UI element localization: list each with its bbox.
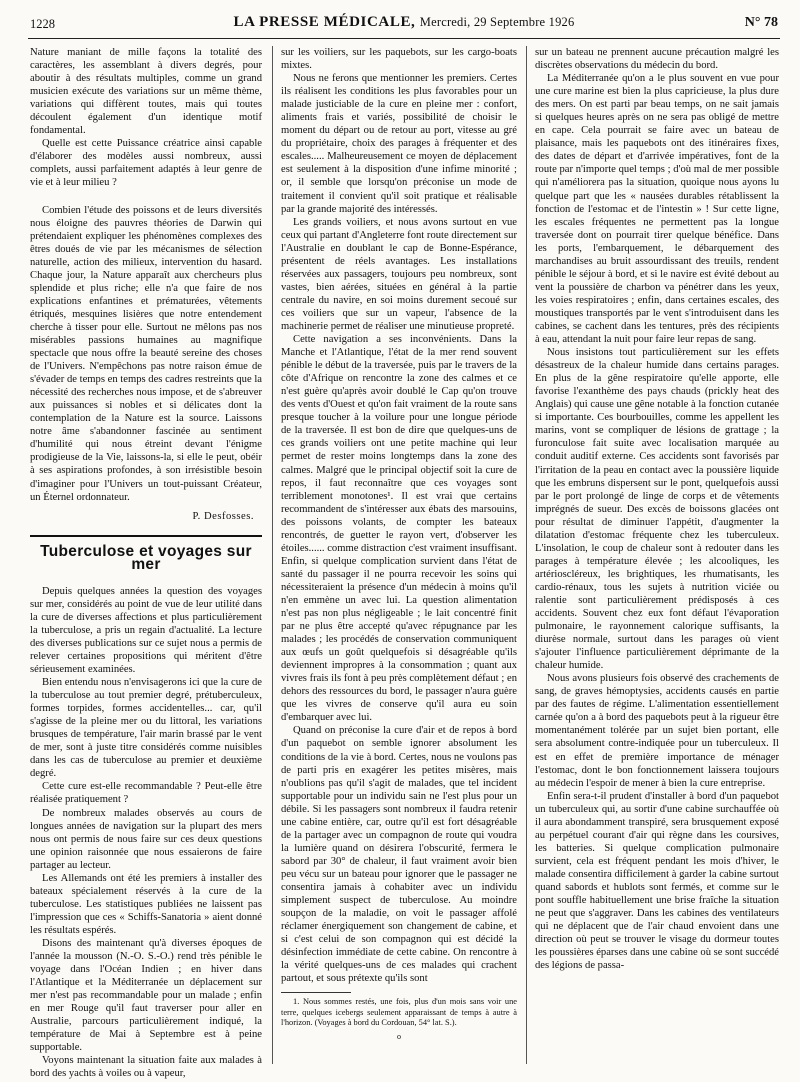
paragraph: Enfin sera-t-il prudent d'installer à bord d'un paquebot un tuberculeux qui, au sortir d'une cabine surchauffée où il aura abondamment transpiré, sera brusquement exposé au perpétuel courant d'air qui règne dans les coursives, les batteries. Si quelque complication pulmonaire survient, cela est fréquent pendant les mois d'hiver, le malade consentira difficilement à garder la cabine surtout quand sabords et hublots sont fermés, et comme sur le pont souffle habituellement une brise fraîche la situation ne peut que s'aggraver. Dans les cabines des ventilateurs qui ne déplacent que de l'air chaud envoient dans une direction où peut se trouver le visage du dormeur toutes les poussières éparses dans une cabine où se sont succédé des légions de passa- — [535, 790, 779, 972]
footnote: 1. Nous sommes restés, une fois, plus d'un mois sans voir une terre, quelques icebergs seulement apparaissant de temps à autre à l'horizon. (Voyages à bord du Cordouan, 54° lat. S.). — [281, 997, 517, 1027]
paragraph: Cette cure est-elle recommandable ? Peut-elle être réalisée pratiquement ? — [30, 781, 262, 806]
paragraph: Les Allemands ont été les premiers à installer des bateaux spécialement réservés à la cure de la tuberculose. Les statistiques publiées ne laissent pas l'impression que ces « Schiffs-Sanatoria » aient donné les résultats espérés. — [30, 872, 262, 936]
column-left — [30, 46, 262, 1080]
author-signature: P. Desfosses. — [192, 510, 254, 522]
column-divider — [526, 46, 527, 1064]
paragraph: Cette navigation a ses inconvénients. Dans la Manche et l'Atlantique, l'état de la mer rend souvent pénible le début de la traversée, puis par le travers de la côte d'Afrique on rencontre la zone des calmes et ce n'est guère qu'après avoir doublé le Cap qu'on trouve des vents d'Ouest et qu'on fait vraiment de la route sans presque toucher à la voilure pour une longue période de la traversée. Il est bon de dire que quelques-uns de ces grands voiliers ont une petite machine qui leur permet de rester moins longtemps dans la zone des calmes. Malgré que le principal objectif soit la cure de repos, il faut reconnaître que ces voyages sont terriblement monotones¹. Il est vrai que certains recommandent de s'intéresser aux ébats des marsouins, des poissons volants, de compter les bateaux rencontrés, de guetter le rayon vert, d'observer les étoiles...... comme distraction c'est vraiment insuffisant. Enfin, si quelque complication survient dans l'état de santé du passager il ne pourra recevoir les soins qui nécessiteraient la présence d'un médecin à moins qu'il n'en emmène un avec lui. La question alimentation n'est pas non plus négligeable ; le lait concentré finit par ne plus être accepté qu'avec répugnance par les malades ; les procédés de conservation communiquent aux œufs un goût quelquefois si désagréable qu'ils deviennent impropres à la consommation ; quant aux vivres frais ils font à peu près complètement défaut ; en dehors des ressources du bord, le passager n'aura guère que les vivres de conserve qu'il aura eu soin d'embarquer avec lui. — [281, 334, 517, 724]
paragraph: Nous ne ferons que mentionner les premiers. Certes ils réalisent les conditions les plus favorables pour un malade justiciable de la cure en pleine mer : confort, aliments frais et variés, possibilité de choisir le moment du départ ou de retour au port, vitesse au gré du propriétaire, choix des parages à fréquenter et des escales..... Malheureusement ce moyen de déplacement est seulement à la disposition d'une infime minorité ; or, il semble que lorsqu'on préconise un mode de traitement il convient qu'il soit pratique et réalisable par la grande majorité des intéressés. — [281, 73, 517, 215]
paragraph: Bien entendu nous n'envisagerons ici que la cure de la tuberculose au tout premier degré, prétuberculeux, formes torpides, formes accidentelles... car, qu'il s'agisse de la pleine mer ou du littoral, les variations brusques de température, l'air marin brassé par le vent de mer, sont à juste titre considérés comme nuisibles dans les cas de tuberculose au premier et deuxième degré. — [30, 677, 262, 780]
footnote-rule — [281, 992, 351, 993]
printer-mark: o — [397, 1031, 401, 1041]
issue-date: Mercredi, 29 Septembre 1926 — [419, 15, 575, 29]
issue-number: N° 78 — [744, 15, 778, 30]
column-middle — [281, 46, 517, 1064]
paragraph: Depuis quelques années la question des voyages sur mer, considérés au point de vue de leur utilité dans la cure de diverses affections et plus particulièrement la tuberculose, a pris un regain d'actualité. La lecture des diverses publications sur ce sujet nous a permis de relever certaines propositions qui méritent d'être sérieusement examinées. — [30, 585, 262, 676]
column-right — [535, 46, 779, 1064]
paragraph: Combien l'étude des poissons et de leurs diversités nous éloigne des pauvres théories de Darwin qui prétendaient expliquer les phénomènes complexes des êtres doués de vie par les mécanismes de sélection naturelle, action des milieux, intervention du hasard. Chaque jour, la Nature apparaît aux chercheurs plus splendide et plus riche; elle n'a que faire de nos explications enfantines et prématurées, vêtements étriqués, mesquines lisières que notre entendement cherche à tisser pour elle. Surtout ne mêlons pas nos misérables passions humaines au magnifique spectacle que nous offre la beauté sereine des choses de l'Univers. N'empêchons pas notre raison émue de s'évader de temps en temps des cadres restreints que la nécessité des recherches nous impose, et de s'abreuver aux puissances si nobles et si délicates dont la contemplation de la Nature est la source. Laissons notre âme s'abandonner fascinée au sentiment d'humilité qui nous étreint devant l'énigme prodigieuse de la Vie, laissons-la, si elle le peut, obéir à ses aspirations profondes, à son irrésistible besoin d'imaginer pour l'Univers un tout-puissant Créateur, un Éternel ordonnateur. — [30, 204, 262, 503]
paragraph: Disons des maintenant qu'à diverses époques de l'année la mousson (N.-O. S.-O.) rend très pénible le voyage dans l'Océan Indien ; en hiver dans l'Atlantique et la Méditerranée un déplacement sur mer n'est pas recommandable pour un malade ; enfin en mer Rouge qu'il faut traverser pour aller en Australie, parcours particulièrement indiqué, la température de Mai à Septembre est à peine supportable. — [30, 938, 262, 1054]
column-divider — [272, 46, 273, 1064]
running-head — [30, 14, 778, 31]
paragraph: Les grands voiliers, et nous avons surtout en vue ceux qui partant d'Angleterre font route directement sur l'Australie en doublant le cap de Bonne-Espérance, présentent de réels avantages. Les installations réservées aux passagers, toujours peu nombreux, sont vastes, bien aérées, situées en général à la partie centrale du navire, en soi moins durement secoué sur ces voiliers que sur un vapeur, l'absence de la machinerie permet de réaliser une minutieuse propreté. — [281, 216, 517, 332]
paragraph: sur les voiliers, sur les paquebots, sur les cargo-boats mixtes. — [281, 47, 517, 72]
paragraph: Quand on préconise la cure d'air et de repos à bord d'un paquebot on semble ignorer absolument les conditions de la vie à bord. Certes, nous ne voulons pas de parti pris en exagérer les petites misères, mais n'oublions pas qu'il s'agit de malades, que tel incident supportable pour un individu sain ne l'est plus pour un débile. Si les passagers sont nombreux il faudra retenir une cabine entière, car, outre qu'il est fort désagréable de la partager avec un compagnon de route qui voudra la lumière quand on désirera l'obscurité, fermera le sabord par 30° de chaleur, il faut vraiment avoir bien peu vécu sur un bateau pour ignorer que le passager ne consentira jamais à cohabiter avec un individu simplement suspect de tuberculose. Au moindre soupçon de la maladie, on voit le passager affolé réclamer énergiquement son changement de cabine, et si c'est celui de son compagnon qui est décidé la désinfection immédiate de cette cabine. On rencontre à la vérité quelques-uns de ces malades qui crachent partout, et sous prétexte qu'ils sont — [281, 725, 517, 985]
paragraph: sur un bateau ne prennent aucune précaution malgré les discrètes observations du médecin du bord. — [535, 47, 779, 72]
page-number: 1228 — [30, 17, 55, 31]
paragraph: De nombreux malades observés au cours de longues années de navigation sur la plupart des mers nous ont permis de nous faire sur ces deux questions une opinion raisonnée que nous essaierons de faire partager au lecteur. — [30, 807, 262, 871]
article-title: Tuberculose et voyages sur mer — [40, 542, 252, 573]
header-rule — [28, 38, 780, 39]
paragraph: Voyons maintenant la situation faite aux malades à bord des yachts à voiles ou à vapeur, — [30, 1055, 262, 1080]
paragraph: Quelle est cette Puissance créatrice ainsi capable d'élaborer des modèles aussi nombreux, aussi complets, aussi parfaitement adaptés à leur genre de vie et à leur milieu ? — [30, 138, 262, 189]
article-separator — [30, 535, 262, 537]
paragraph: Nature maniant de mille façons la totalité des caractères, les assemblant à divers degrés, pour aboutir à des résultats multiples, comme un grand musicien exécute des variations sur un même thème, variations qui diffèrent toutes, mais qui toutes découlent également d'un identique motif fondamental. — [30, 47, 262, 137]
journal-name: LA PRESSE MÉDICALE, — [233, 14, 416, 30]
page-header — [30, 14, 778, 34]
paragraph: Nous insistons tout particulièrement sur les effets désastreux de la chaleur humide dans certains parages. En plus de la gêne respiratoire qu'elle apporte, elle favorise l'exanthème des pays chauds (prickly heat des Anglais) qui cause une gêne notable à la fonction cutanée si importante. Ces bourbouilles, comme les appellent les marins, vont se compliquer de lésions de grattage ; la furonculose fait suite avec localisation marquée au conduit auditif externe. Ces accidents sont favorisés par l'irritation de la peau en contact avec la poussière liquide que les embruns dispersent sur le pont, quelquefois aussi par le port prolongé de linge de corps et de vêtements imprégnés de sueur. Des excès de boissons glacées ont pour résultat de diminuer l'appétit, d'augmenter la dilatation d'estomac fréquente chez les tuberculeux. L'insolation, le coup de chaleur sont à redouter dans les parages à température élevée ; les alcooliques, les artérioscléreux, les brightiques, les rhumatisants, les cardio-rénaux, tous les sujets à nutrition viciée ou ralentie sont particulièrement prédisposés à ces accidents. Souvent chez eux font défaut l'évaporation pulmonaire, le rayonnement calorique suffisants, la diurèse normale, surtout dans les parages où vient s'ajouter l'influence particulièrement déprimante de la chaleur humide. — [535, 347, 779, 672]
paragraph: Nous avons plusieurs fois observé des crachements de sang, de graves hémoptysies, accidents causés en partie par des fautes de régime. L'alimentation essentiellement carnée qu'on a à bord des paquebots peut à la rigueur être momentanément tolérée par un sujet bien portant, elle sera absolument contre-indiquée pour un tuberculeux. Il est en effet de première importance de ménager l'estomac, dont le bon fonctionnement laissera toujours au médecin l'espoir de mener à bien la cure entreprise. — [535, 673, 779, 789]
paragraph: La Méditerranée qu'on a le plus souvent en vue pour une cure marine est bien la plus capricieuse, la plus dure des mers. On est parti par beau temps, on ne sait jamais si quelques heures après on ne sera pas obligé de mettre en cape. Cela pourrait se faire avec un bateau de plaisance, mais les paquebots ont des itinéraires fixes, des dates de départ et d'arrivée impératives, font de la route par n'importe quel temps ; d'où mal de mer possible qui n'améliorera pas la situation, quoique nous ayons lu quelque part que les « nausées durables rétablissent la fonction de l'estomac et de l'intestin » ! Sur cette ligne, les escales fréquentes ne permettent pas la longue traversée dont on pourrait tirer quelque bénéfice. Dans les ports, l'embarquement, le débarquement des marchandises au bruit assourdissant des treuils, rendent pénible le séjour à bord, et si le navire est évité debout au vent la poussière de charbon va pénétrer dans les yeux, les voies respiratoires ; enfin, dans certaines escales, des moustiques transportés par le vent s'introduisent dans les cabines, se cachent dans les tentures, près des récipients à eau, attendant la nuit pour faire leur repas de sang. — [535, 73, 779, 346]
